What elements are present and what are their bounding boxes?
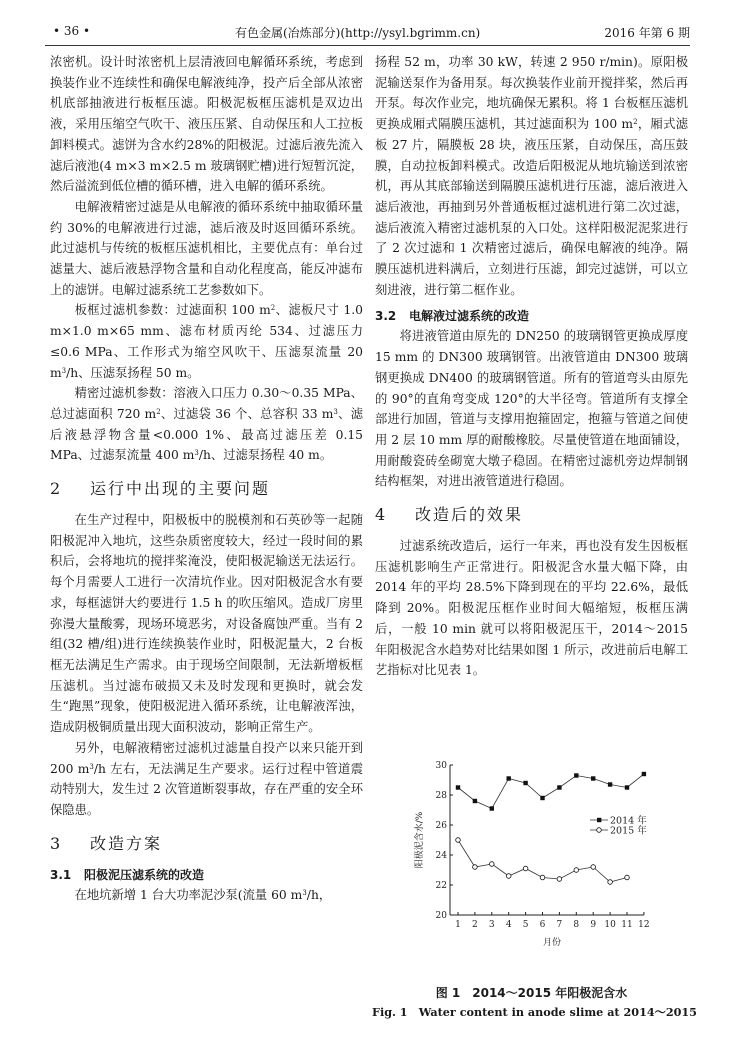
data-point-2014 [540,796,544,800]
x-tick-label: 10 [604,920,616,930]
paragraph: 另外，电解液精密过滤机过滤量自投产以来只能开到 200 $m^3/h$ 左右，无法满足生产要求。运行过程中管道震动特别大，发生过 2 次管道断裂事故，存在严重的安全环保隐患。 [50,740,363,817]
data-point-2015 [473,865,478,870]
y-tick-label: 28 [435,791,447,801]
x-tick-label: 7 [556,920,563,930]
section-heading-3: 3 改造方案 [50,833,163,853]
legend-marker-circle [597,828,602,833]
legend-label: 2015 年 [610,825,647,837]
issue-label: 2016 年第 6 期 [604,26,690,40]
data-point-2015 [506,874,511,879]
data-point-2014 [490,806,494,810]
y-tick-label: 30 [435,761,447,771]
data-point-2014 [642,772,646,776]
paragraph: 将进液管道由原先的 DN250 的玻璃钢管更换成厚度 15 mm 的 DN300 玻璃钢管。出液管道由 DN300 玻璃钢更换成 DN400 的玻璃钢管道。所有的管道弯头由原先的 90°的直角弯变成 120°的大半径弯。管道所有支撑全部进行加固，管道与支撑用抱箍固定，抱箍与管道之间使用 2 层 10 mm 厚的耐酸橡胶。尽量使管道在地面铺设，用耐酸瓷砖垒砌宽大墩子稳固。在精密过滤机旁边焊制钢结构框架，对进出液管道进行稳固。 [375,329,688,489]
data-point-2014 [557,785,561,789]
x-tick-label: 2 [472,920,478,930]
x-tick-label: 4 [505,920,512,930]
data-point-2015 [591,865,596,870]
data-point-2015 [625,875,630,880]
y-tick-label: 20 [435,911,447,921]
y-axis-label: 阳极泥含水/% [415,811,425,869]
paragraph: 在地坑新增 1 台大功率泥沙泵(流量 60 $m^3/h$， [74,887,332,902]
paragraph: 板框过滤机参数：过滤面积 100 $m^2$、滤板尺寸 1.0 m×1.0 m×65 mm、滤布材质丙纶 534、过滤压力≤0.6 MPa、工作形式为缩空风吹干、压滤泵流量 20 $m^3/h$、压滤泵扬程 50 m。 [50,303,364,380]
page-number: • 36 • [53,24,91,38]
x-axis-label: 月份 [542,938,561,948]
data-point-2014 [608,782,612,786]
data-point-2015 [456,838,461,843]
data-point-2015 [540,875,545,880]
data-point-2014 [523,781,527,785]
section-heading-2: 2 运行中出现的主要问题 [50,479,271,499]
paragraph: 精密过滤机参数：溶液入口压力 0.30～0.35 MPa、总过滤面积 720 $m^2$、过滤袋 36 个、总容积 33 $m^3$、滤后液悬浮物含量<0.000 1%、最高过滤压差 0.15 MPa、过滤泵流量 400 $m^3/h$、过滤泵扬程 40 m。 [50,386,363,463]
x-tick-label: 3 [488,920,495,930]
right-column [375,52,688,681]
legend-marker-square [597,818,601,822]
legend-label: 2014 年 [610,815,647,827]
x-tick-label: 12 [638,920,650,930]
y-tick-label: 26 [435,821,447,831]
series-line-2014年 [458,774,644,809]
data-point-2014 [574,773,578,777]
y-tick-label: 22 [435,881,447,891]
data-point-2015 [490,862,495,867]
water-content-chart [400,760,700,975]
data-point-2014 [591,776,595,780]
data-point-2015 [557,877,562,882]
section-heading-4: 4 改造后的效果 [375,505,524,525]
data-point-2014 [625,785,629,789]
journal-name: 有色金属(冶炼部分)(http://ysyl.bgrimm.cn) [235,26,481,40]
x-tick-label: 5 [522,920,529,930]
data-point-2015 [608,880,613,885]
figure-caption-cn: 图 1 2014～2015 年阳极泥含水 [435,986,628,1000]
data-point-2014 [507,776,511,780]
x-tick-label: 6 [539,920,546,930]
paragraph: 过滤系统改造后，运行一年来，再也没有发生因板框压滤机影响生产正常进行。阳极泥含水量大幅下降，由 2014 年的平均 28.5%下降到现在的平均 22.6%，最低降到 20%。阳极泥压框作业时间大幅缩短，板框压满后，一般 10 min 就可以将阳极泥压干，2014～2015 年阳极泥含水趋势对比结果如图 1 所示，改进前后电解工艺指标对比见表 1。 [375,539,688,678]
data-point-2014 [473,799,477,803]
left-column [50,52,363,905]
subsection-heading-3-2: 3.2 电解液过滤系统的改造 [375,309,530,324]
y-tick-label: 24 [435,851,447,861]
x-tick-label: 11 [621,920,633,930]
running-header [45,20,690,42]
paragraph: 电解液精密过滤是从电解液的循环系统中抽取循环量约 30%的电解液进行过滤，滤后液及时返回循环系统。此过滤机与传统的板框压滤机相比，主要优点有：单台过滤量大、滤后液悬浮物含量和自动化程度高，能反冲滤布上的滤饼。电解过滤系统工艺参数如下。 [50,199,363,297]
paragraph: 在生产过程中，阳极板中的脱模剂和石英砂等一起随阳极泥冲入地坑，这些杂质密度较大，经过一段时间的累积后，会将地坑的搅拌桨淹没，使阳极泥输送无法运行。每个月需要人工进行一次清坑作业。因对阳极泥含水有要求，每框滤饼大约要进行 1.5 h 的吹压缩风。造成厂房里弥漫大量酸雾，现场环境恶劣，对设备腐蚀严重。当有 2 组(32 槽/组)进行连续换装作业时，阳极泥量大，2 台板框无法满足生产需求。由于现场空间限制，无法新增板框压滤机。当过滤布破损又未及时发现和更换时，就会发生“跑黑”现象，使阳极泥进入循环系统，让电解液浑浊，造成阴极铜质量出现大面积波动，影响正常生产。 [50,513,363,735]
paragraph: 浓密机。设计时浓密机上层清液回电解循环系统，考虑到换装作业不连续性和确保电解液纯净，投产后全部从浓密机底部抽液进行板框压滤。阳极泥板框压滤机是双边出液，采用压缩空气吹干、液压压紧、自动保压和人工拉板卸料模式。滤饼为含水约28%的阳极泥。过滤后液先流入滤后液池(4 m×3 m×2.5 m 玻璃钢贮槽)进行短暂沉淀，然后溢流到低位槽的循环槽，进入电解的循环系统。 [50,55,363,194]
header-rule [45,45,690,46]
data-point-2015 [574,868,579,873]
x-tick-label: 1 [455,920,461,930]
subsection-heading-3-1: 3.1 阳极泥压滤系统的改造 [50,867,205,882]
data-point-2015 [523,866,528,871]
figure-caption-en: Fig. 1 Water content in anode slime at 2014～2015 [372,1005,697,1019]
x-tick-label: 8 [573,920,580,930]
x-tick-label: 9 [590,920,597,930]
paragraph: 扬程 52 m，功率 30 kW，转速 2 950 r/min)。原阳极泥输送泵作为备用泵。每次换装作业前开搅拌桨，然后再开泵。每次作业完，地坑确保无累积。将 1 台板框压滤机更换成厢式隔膜压滤机，其过滤面积为 100 $m^2$，厢式滤板 27 片，隔膜板 28 块，液压压紧，自动保压，高压鼓膜，自动拉板卸料模式。改造后阳极泥从地坑输送到浓密机，再从其底部输送到隔膜压滤机进行压滤，滤后液进入滤后液池，再抽到另外普通板框过滤机进行第二次过滤，滤后液流入精密过滤机泵的入口处。这样阳极泥泥浆进行了 2 次过滤和 1 次精密过滤后，确保电解液的纯净。隔膜压滤机进料满后，立刻进行压滤，卸完过滤饼，可以立刻进液，进行第二框作业。 [375,55,688,297]
data-point-2014 [456,785,460,789]
